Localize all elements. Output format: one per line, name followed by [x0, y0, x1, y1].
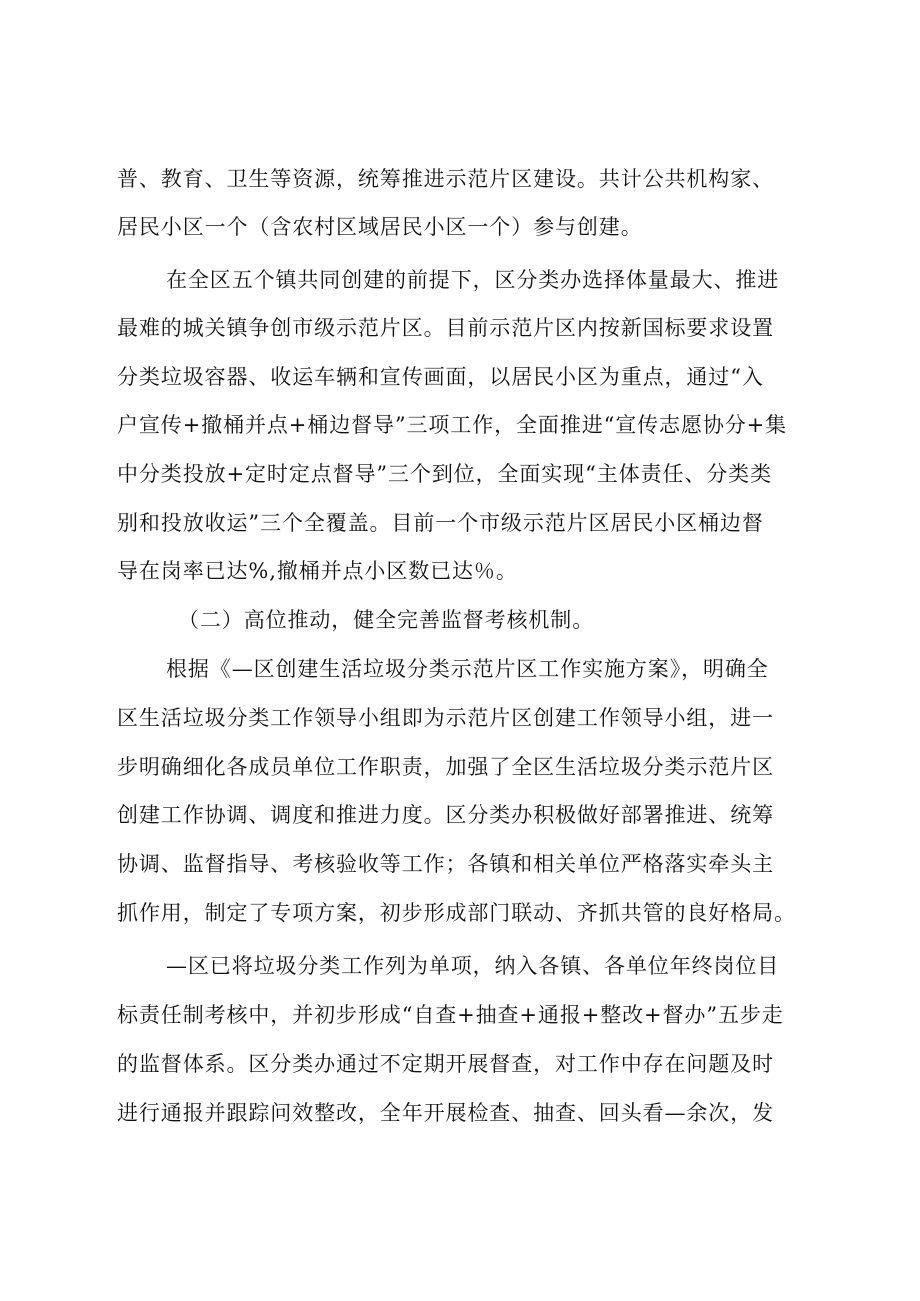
text-line: 导在岗率已达%,撤桶并点小区数已达％。 — [117, 559, 518, 583]
text-line: 步明确细化各成员单位工作职责，加强了全区生活垃圾分类示范片区 — [117, 755, 774, 779]
text-line: 进行通报并跟踪问效整改，全年开展检查、抽查、回头看—余次，发 — [117, 1101, 774, 1125]
text-line: 的监督体系。区分类办通过不定期开展督查，对工作中存在问题及时 — [117, 1052, 774, 1076]
text-line: 根据《—区创建生活垃圾分类示范片区工作实施方案》，明确全 — [166, 657, 769, 681]
text-line: 在全区五个镇共同创建的前提下，区分类办选择体量最大、推进 — [166, 268, 780, 292]
text-line: 区生活垃圾分类工作领导小组即为示范片区创建工作领导小组，进一 — [117, 706, 774, 730]
text-line: 户宣传+撤桶并点+桶边督导”三项工作，全面推进“宣传志愿协分+集 — [117, 413, 788, 437]
text-line: 最难的城关镇争创市级示范片区。目前示范片区内按新国标要求设置 — [117, 316, 774, 340]
text-line: 标责任制考核中，并初步形成“自查+抽查+通报+整改+督办”五步走 — [117, 1003, 784, 1027]
text-line: 协调、监督指导、考核验收等工作；各镇和相关单位严格落实牵头主 — [117, 852, 774, 876]
text-line: 抓作用，制定了专项方案，初步形成部门联动、齐抓共管的良好格局。 — [117, 901, 796, 925]
text-line: —区已将垃圾分类工作列为单项，纳入各镇、各单位年终岗位目 — [166, 954, 780, 978]
text-line: 创建工作协调、调度和推进力度。区分类办积极做好部署推进、统筹 — [117, 803, 774, 827]
section-heading: （二）高位推动，健全完善监督考核机制。 — [178, 608, 595, 632]
text-line: 中分类投放+定时定点督导”三个到位，全面实现“主体责任、分类类 — [117, 462, 772, 486]
text-line: 别和投放收运”三个全覆盖。目前一个市级示范片区居民小区桶边督 — [117, 511, 764, 535]
text-line: 居民小区一个（含农村区域居民小区一个）参与创建。 — [117, 215, 643, 239]
text-line: 普、教育、卫生等资源，统筹推进示范片区建设。共计公共机构家、 — [117, 167, 774, 191]
text-line: 分类垃圾容器、收运车辆和宣传画面，以居民小区为重点，通过“入 — [117, 365, 764, 389]
